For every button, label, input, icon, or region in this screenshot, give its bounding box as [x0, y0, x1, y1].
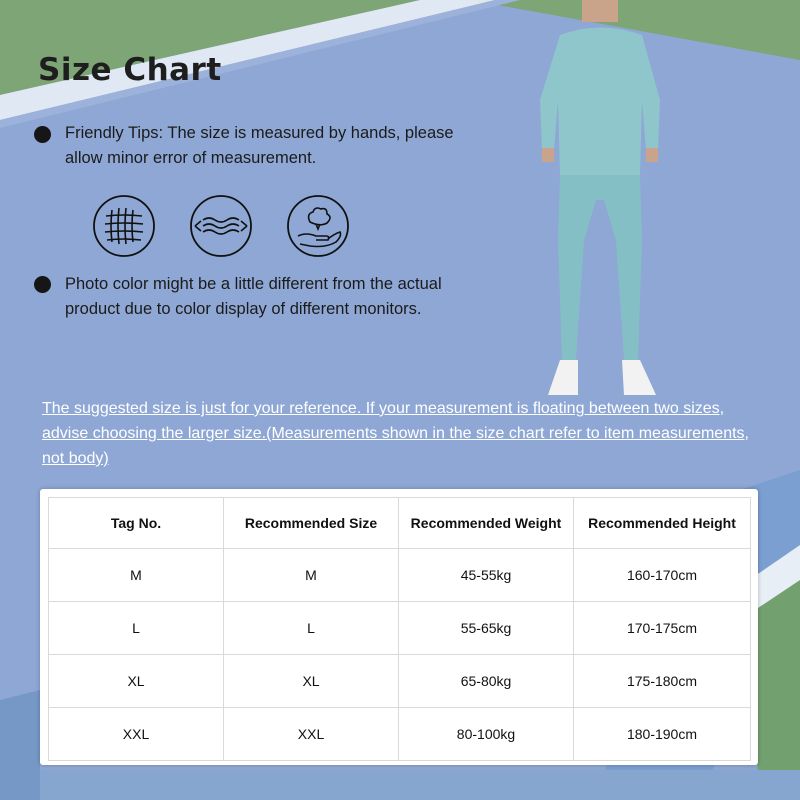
cell-height: 175-180cm [574, 655, 751, 708]
fabric-mesh-icon [92, 194, 156, 258]
cell-tag: L [49, 602, 224, 655]
cell-height: 170-175cm [574, 602, 751, 655]
cell-weight: 65-80kg [399, 655, 574, 708]
header-recommended-size: Recommended Size [224, 498, 399, 549]
cell-tag: XL [49, 655, 224, 708]
cell-tag: M [49, 549, 224, 602]
friendly-tip: Friendly Tips: The size is measured by hands, please allow minor error of measurement. [65, 124, 454, 167]
cell-height: 180-190cm [574, 708, 751, 761]
cell-tag: XXL [49, 708, 224, 761]
tip-bullet [34, 276, 51, 293]
page-title: Size Chart [38, 52, 222, 88]
cell-weight: 55-65kg [399, 602, 574, 655]
header-tag-no: Tag No. [49, 498, 224, 549]
header-recommended-weight: Recommended Weight [399, 498, 574, 549]
cell-height: 160-170cm [574, 549, 751, 602]
size-note: The suggested size is just for your reference. If your measurement is floating between two sizes, advise choosing the larger size.(Measurements shown in the size chart refer to item measurements, not body) [42, 400, 749, 467]
cell-size: XXL [224, 708, 399, 761]
table-row [49, 655, 751, 708]
cell-weight: 80-100kg [399, 708, 574, 761]
header-recommended-height: Recommended Height [574, 498, 751, 549]
size-table [48, 497, 751, 761]
color-tip: Photo color might be a little different from the actual product due to color display of different monitors. [65, 275, 442, 318]
stretch-fabric-icon [189, 194, 253, 258]
size-table-card [40, 489, 758, 765]
tip-bullet [34, 126, 51, 143]
table-row [49, 708, 751, 761]
cell-size: XL [224, 655, 399, 708]
table-row [49, 602, 751, 655]
cell-size: L [224, 602, 399, 655]
cotton-hand-icon [286, 194, 350, 258]
cell-size: M [224, 549, 399, 602]
table-row [49, 549, 751, 602]
table-header-row [49, 498, 751, 549]
cell-weight: 45-55kg [399, 549, 574, 602]
model-thermal-underwear-image [520, 0, 680, 400]
